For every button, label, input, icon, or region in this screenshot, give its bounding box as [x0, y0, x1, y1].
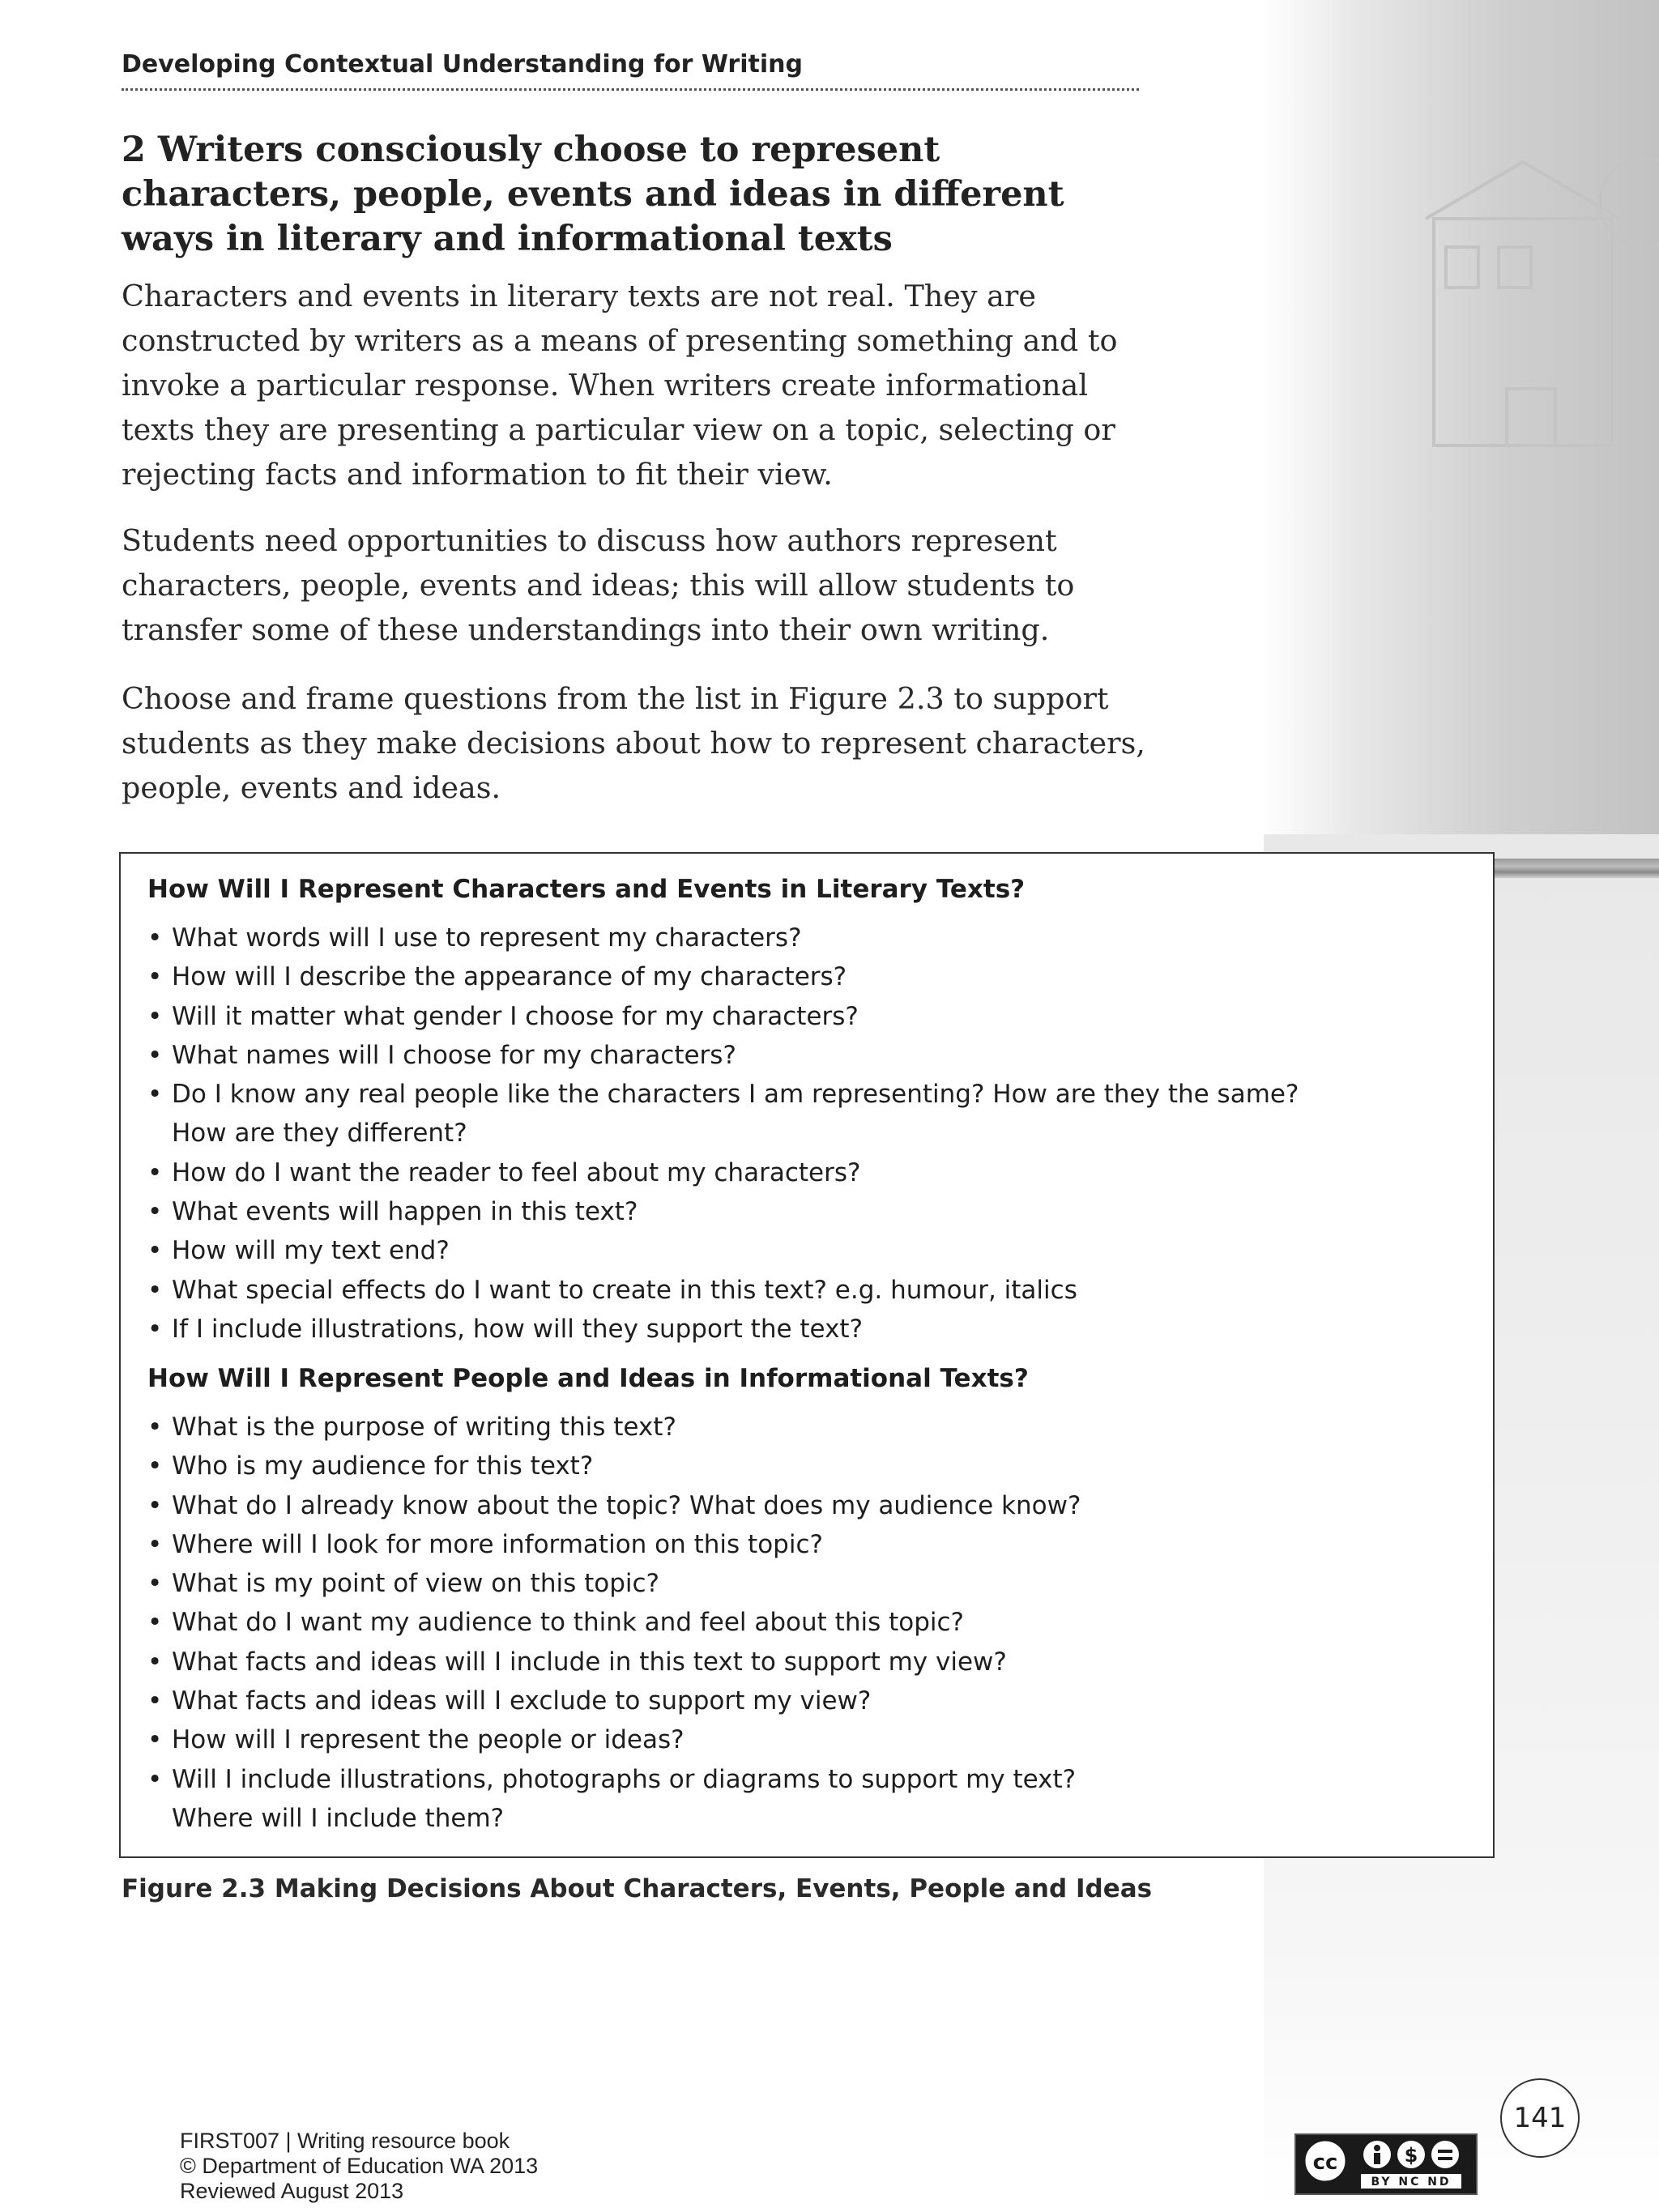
cc-mark: cc [1312, 2150, 1338, 2175]
list-item: • If I include illustrations, how will they support the text? [147, 1310, 1299, 1349]
list-item: • What is my point of view on this topic? [147, 1564, 1081, 1603]
list-item-continuation: How are they different? [172, 1119, 467, 1149]
list-item: • How do I want the reader to feel about my characters? [147, 1153, 1299, 1192]
creative-commons-license-badge [1294, 2133, 1478, 2195]
question-box [119, 852, 1495, 1858]
list-item: • Will it matter what gender I choose for my characters? [147, 997, 1299, 1036]
informational-heading: How Will I Represent People and Ideas in Informational Texts? [147, 1364, 1029, 1393]
house-drawing-icon [1264, 0, 1659, 810]
list-item: • How will I represent the people or ideas? [147, 1720, 1081, 1759]
list-item: • Where will I look for more information on this topic? [147, 1525, 1081, 1564]
list-item: • What events will happen in this text? [147, 1192, 1299, 1231]
list-item: • What do I already know about the topic? What does my audience know? [147, 1486, 1081, 1525]
running-head: Developing Contextual Understanding for Writing [122, 50, 1139, 91]
list-item: • What facts and ideas will I exclude to support my view? [147, 1681, 1081, 1720]
list-item: • What names will I choose for my characters? [147, 1036, 1299, 1075]
svg-text:$: $ [1404, 2144, 1418, 2167]
list-item: • Will I include illustrations, photographs or diagrams to support my text? [147, 1760, 1081, 1799]
section-title: 2 Writers consciously choose to represent characters, people, events and ideas in different ways in literary and informational texts [122, 130, 1064, 259]
list-item: • Who is my audience for this text? [147, 1447, 1081, 1485]
intro-paragraph-1: Characters and events in literary texts are not real. They are constructed by writers as a means of presenting something and to invoke a particular response. When writers create informational texts they are presenting a particular view on a topic, selecting or rejecting facts and information to fit their view. [122, 279, 1118, 492]
footer-line-3: Reviewed August 2013 [180, 2179, 404, 2203]
footer-line-1: FIRST007 | Writing resource book [180, 2129, 510, 2153]
license-terms: BY NC ND [1371, 2176, 1452, 2189]
literary-question-list [147, 918, 1299, 1349]
list-item: • How will my text end? [147, 1231, 1299, 1270]
list-item: • What facts and ideas will I include in this text to support my view? [147, 1643, 1081, 1681]
footer [180, 2129, 538, 2204]
list-item: • What special effects do I want to create in this text? e.g. humour, italics [147, 1271, 1299, 1310]
figure-caption: Figure 2.3 Making Decisions About Characters, Events, People and Ideas [122, 1874, 1153, 1903]
list-item: • How will I describe the appearance of my characters? [147, 957, 1299, 996]
no-derivatives-icon [1431, 2141, 1459, 2168]
literary-heading: How Will I Represent Characters and Events in Literary Texts? [147, 875, 1026, 904]
footer-line-2: © Department of Education WA 2013 [180, 2154, 539, 2178]
list-item-continuation: Where will I include them? [172, 1803, 505, 1833]
list-item: • What do I want my audience to think and feel about this topic? [147, 1603, 1081, 1642]
list-item: • What is the purpose of writing this text? [147, 1408, 1081, 1447]
intro-paragraph-2: Students need opportunities to discuss how authors represent characters, people, events and ideas; this will allow students to transfer some of these understandings into their own writing. [122, 523, 1075, 647]
page-number: 141 [1500, 2078, 1580, 2158]
intro-paragraph-3: Choose and frame questions from the list in Figure 2.3 to support students as they make decisions about how to represent characters, people, events and ideas. [122, 681, 1145, 805]
list-item: • What words will I use to represent my characters? [147, 918, 1299, 957]
list-item: • Do I know any real people like the characters I am representing? How are they the same? [147, 1075, 1299, 1114]
informational-question-list [147, 1408, 1081, 1838]
